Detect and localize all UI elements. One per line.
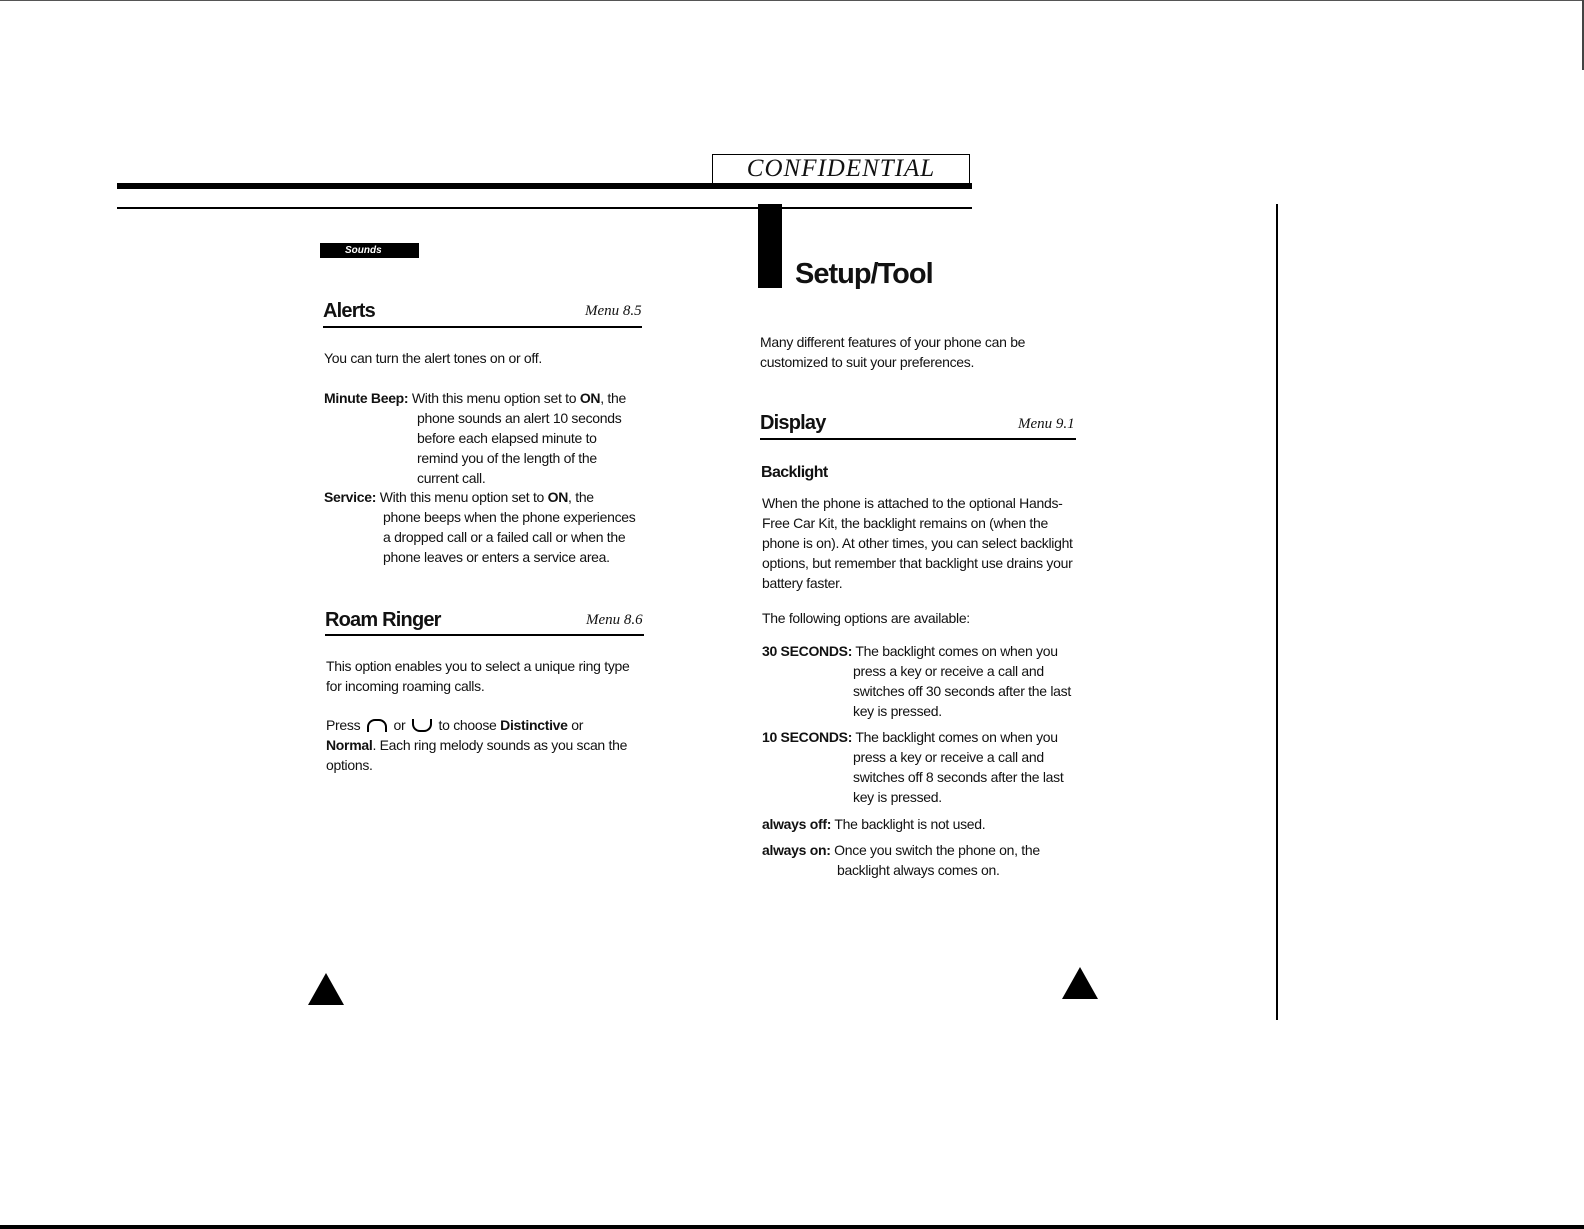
roam-ringer-instructions: Press or to choose Distinctive or Normal. Each ring melody sounds as you scan the options. [326, 717, 628, 773]
chapter-title: Setup/Tool [795, 258, 933, 290]
display-menu-ref: Menu 9.1 [1018, 416, 1075, 432]
option-10-seconds: 10 SECONDS: The backlight comes on when you press a key or receive a call and switches off 8 seconds after the last key is pressed. [762, 729, 1064, 805]
backlight-heading: Backlight [761, 464, 828, 481]
display-heading: Display [760, 412, 826, 434]
chapter-intro: Many different features of your phone can be customized to suit your preferences. [760, 334, 1026, 370]
scan-bottom-border [0, 1225, 1584, 1229]
down-key-icon [412, 719, 432, 732]
minute-beep-item: Minute Beep: With this menu option set to ON, the phone sounds an alert 10 seconds before each elapsed minute to remind you of the length of the current call. [324, 390, 626, 486]
header-thin-rule [117, 207, 972, 209]
confidential-label: CONFIDENTIAL [712, 154, 970, 183]
alerts-intro: You can turn the alert tones on or off. [324, 350, 542, 366]
service-item: Service: With this menu option set to ON, the phone beeps when the phone experiences a dropped call or a failed call or when the phone leaves or enters a service area. [324, 489, 636, 565]
roam-ringer-heading: Roam Ringer [325, 609, 441, 631]
roam-ringer-menu-ref: Menu 8.6 [586, 612, 643, 628]
option-always-off: always off: The backlight is not used. [762, 816, 986, 832]
up-key-icon [367, 719, 387, 732]
option-always-on: always on: Once you switch the phone on, the backlight always comes on. [762, 842, 1040, 878]
alerts-rule [323, 326, 642, 328]
page-marker-triangle-left [308, 973, 344, 1005]
page-marker-triangle-right [1062, 967, 1098, 999]
header-thick-rule [117, 183, 972, 189]
minute-beep-term: Minute Beep: [324, 390, 409, 406]
backlight-description: When the phone is attached to the optional Hands- Free Car Kit, the backlight remains on (when the phone is on). At other times, you can select backlight options, but remember that backlight use drains your battery faster. [762, 495, 1073, 591]
service-term: Service: [324, 489, 377, 505]
alerts-heading: Alerts [323, 300, 375, 322]
page-edge-line [1276, 204, 1278, 1020]
section-tab-sounds: Sounds [320, 243, 419, 258]
options-intro: The following options are available: [762, 610, 970, 626]
roam-ringer-rule [325, 634, 644, 636]
display-rule [760, 438, 1076, 440]
scan-top-border [0, 0, 1584, 1]
option-30-seconds: 30 SECONDS: The backlight comes on when you press a key or receive a call and switches off 30 seconds after the last key is pressed. [762, 643, 1071, 719]
alerts-menu-ref: Menu 8.5 [585, 303, 642, 319]
chapter-bar [758, 204, 782, 288]
roam-ringer-description: This option enables you to select a unique ring type for incoming roaming calls. [326, 658, 630, 694]
